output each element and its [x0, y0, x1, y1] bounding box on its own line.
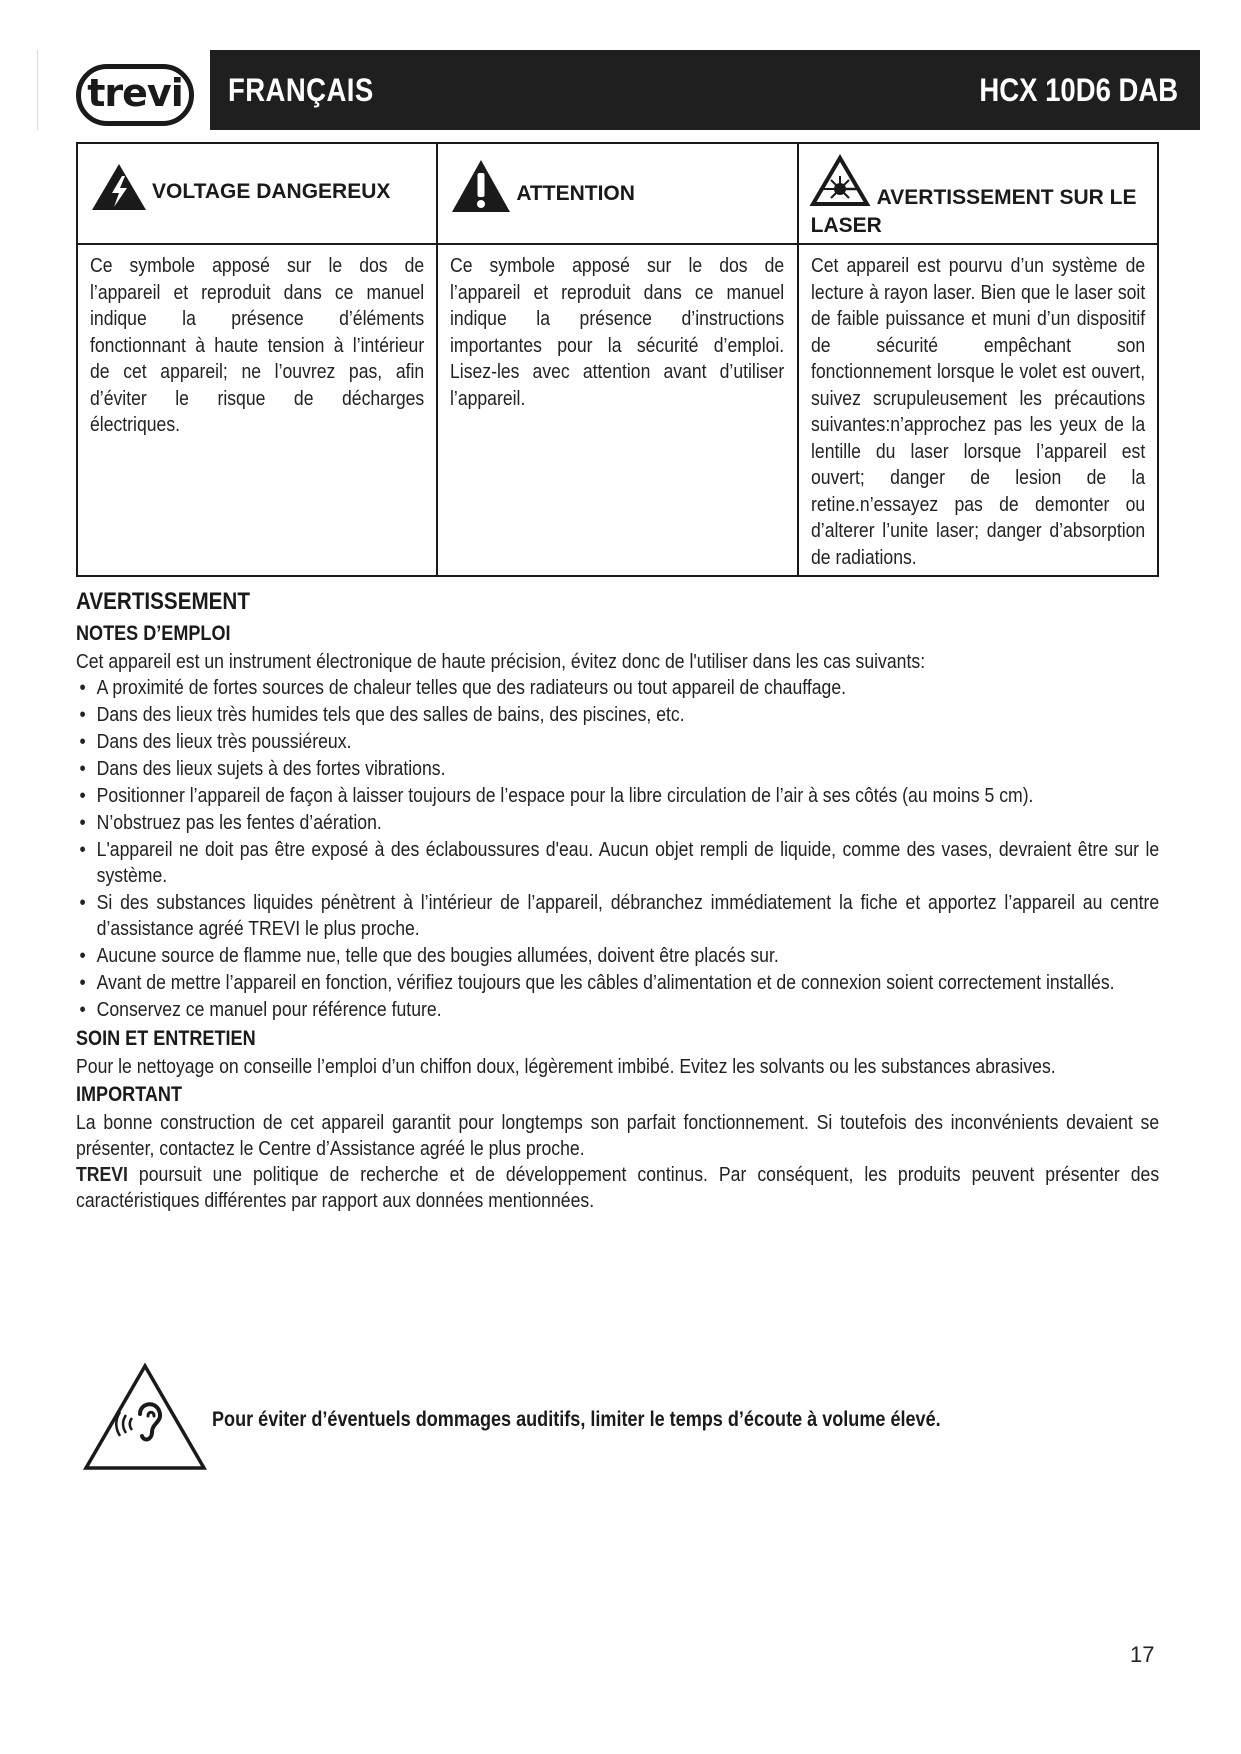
care-heading: SOIN ET ENTRETIEN	[76, 1027, 256, 1050]
trevi-text: poursuit une politique de recherche et de développement continus. Par conséquent, les produits peuvent présenter des caractéristiques différentes par rapport aux données mentionnées.	[76, 1163, 1160, 1212]
list-item: • Dans des lieux sujets à des fortes vibrations.	[76, 756, 1159, 782]
warning-header	[438, 144, 796, 245]
model-title: HCX 10D6 DAB	[979, 72, 1178, 108]
warning-body	[438, 245, 796, 412]
list-item: • Positionner l’appareil de façon à laisser toujours de l’espace pour la libre circulation de l’air à ses côtés (au moins 5 cm).	[76, 783, 1159, 809]
notes-block	[76, 649, 1159, 1214]
notes-intro: Cet appareil est un instrument électronique de haute précision, évitez donc de l'utiliser dans les cas suivants:	[76, 650, 926, 673]
notes-heading: NOTES D’EMPLOI	[76, 622, 231, 645]
lightning-warning-icon	[90, 162, 148, 212]
hearing-text: Pour éviter d’éventuels dommages auditifs, limiter le temps d’écoute à volume élevé.	[212, 1408, 941, 1431]
warning-column-attention	[436, 144, 796, 575]
margin-line	[37, 50, 38, 130]
list-item: • Aucune source de flamme nue, telle que des bougies allumées, doivent être placés sur.	[76, 943, 1159, 969]
list-item: • N’obstruez pas les fentes d’aération.	[76, 810, 1159, 836]
warning-title: ATTENTION	[516, 182, 635, 205]
list-item: • Avant de mettre l’appareil en fonction, vérifiez toujours que les câbles d’alimentation et de connexion soient correctement installés.	[76, 970, 1159, 996]
page-number: 17	[1130, 1642, 1155, 1667]
hearing-notice	[82, 1362, 1082, 1472]
list-item: • Si des substances liquides pénètrent à l’intérieur de l’appareil, débranchez immédiatement la fiche et apportez l’appareil au centre d’assistance agréé TREVI le plus proche.	[76, 890, 1159, 942]
logo-text: trevi	[87, 71, 183, 115]
list-item: • Dans des lieux très humides tels que des salles de bains, des piscines, etc.	[76, 702, 1159, 728]
list-item: • Conservez ce manuel pour référence future.	[76, 997, 1159, 1023]
notes-list	[76, 675, 1159, 1023]
warning-text: Cet appareil est pourvu d’un système de lecture à rayon laser. Bien que le laser soit de faible puissance et muni d’un dispositif de sécurité empêchant son fonctionnement lorsque le volet est ouvert, suivez scrupuleusement les précautions suivantes:n’approchez pas les yeux de la lentille du laser lorsque l’appareil est ouvert; danger de lesion de la retine.n’essayez pas de demonter ou d’alterer l’unite laser; danger d’absorption de radiations.	[810, 255, 1145, 569]
warning-text: Ce symbole apposé sur le dos de l’appareil et reproduit dans ce manuel indique la présence d’éléments fonctionnant à haute tension à l’intérieur de cet appareil; ne l’ouvrez pas, afin d’éviter le risque de décharges électriques.	[90, 255, 425, 436]
trevi-logo	[76, 64, 194, 126]
warning-table	[76, 142, 1159, 577]
trevi-brand: TREVI	[76, 1163, 128, 1186]
header-bar	[210, 50, 1200, 130]
trevi-paragraph	[76, 1162, 1159, 1214]
important-text: La bonne construction de cet appareil garantit pour longtemps son parfait fonctionnement. Si toutefois des inconvénients devaient se présenter, contactez le Centre d’Assistance agréé le plus proche.	[76, 1111, 1160, 1160]
main-content	[76, 585, 1159, 1214]
warning-header	[799, 144, 1157, 245]
warning-body	[78, 245, 436, 439]
warning-title: AVERTISSEMENT SUR LE LASER	[810, 186, 1137, 237]
important-heading: IMPORTANT	[76, 1083, 183, 1106]
warning-header	[78, 144, 436, 245]
list-item: • A proximité de fortes sources de chaleur telles que des radiateurs ou tout appareil de chauffage.	[76, 675, 1159, 701]
warning-column-laser	[797, 144, 1157, 575]
care-text: Pour le nettoyage on conseille l’emploi d’un chiffon doux, légèrement imbibé. Evitez les solvants ou les substances abrasives.	[76, 1055, 1056, 1078]
language-title: FRANÇAIS	[228, 72, 374, 108]
warning-text: Ce symbole apposé sur le dos de l’appareil et reproduit dans ce manuel indique la présence d’instructions importantes pour la sécurité d’emploi. Lisez-les avec attention avant d’utiliser l’appareil.	[450, 255, 785, 410]
list-item: • Dans des lieux très poussiéreux.	[76, 729, 1159, 755]
hearing-warning-icon	[82, 1362, 208, 1472]
section-heading: AVERTISSEMENT	[76, 588, 250, 615]
warning-column-voltage	[78, 144, 436, 575]
warning-title: VOLTAGE DANGEREUX	[152, 180, 391, 203]
warning-body	[799, 245, 1157, 571]
laser-warning-icon	[809, 154, 871, 208]
exclamation-warning-icon	[450, 158, 512, 214]
list-item: • L'appareil ne doit pas être exposé à des éclaboussures d'eau. Aucun objet rempli de liquide, comme des vases, devraient être sur le système.	[76, 837, 1159, 889]
